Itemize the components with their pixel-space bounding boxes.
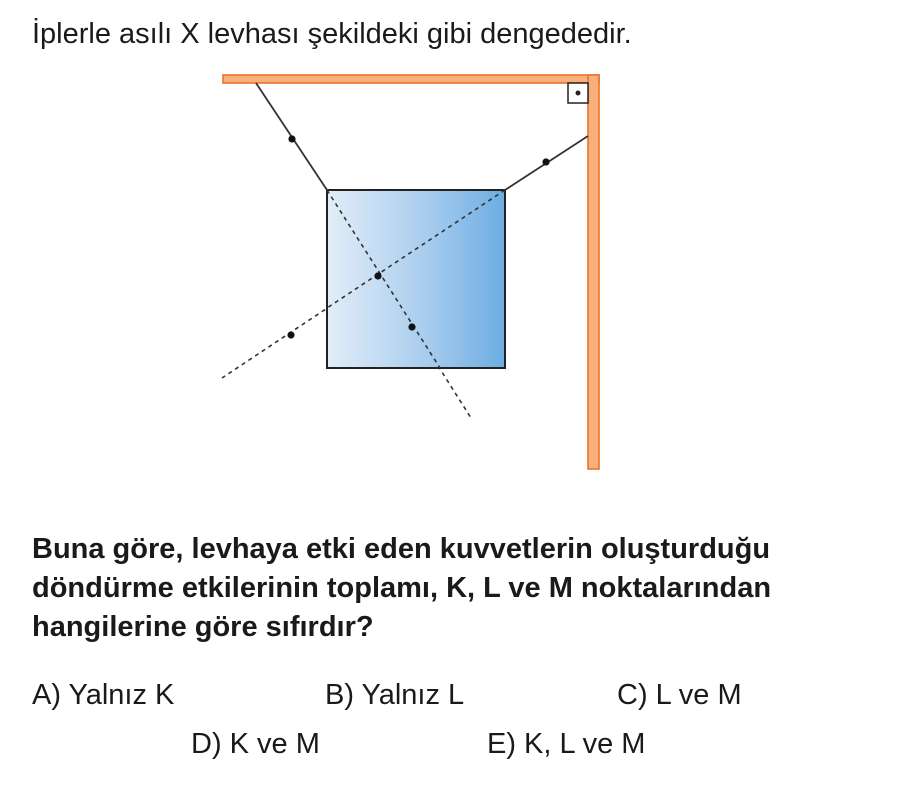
question-text <box>32 530 882 647</box>
intro-text: İplerle asılı X levhası şekildeki gibi dengededir. <box>32 18 632 50</box>
question-line-2: döndürme etkilerinin toplamı, K, L ve M noktalarından <box>32 572 772 604</box>
plate-x <box>327 190 505 368</box>
option-c[interactable]: C) L ve M <box>617 679 742 711</box>
right-angle-dot <box>576 91 581 96</box>
point-on-right-string <box>542 158 549 165</box>
question-line-3: hangilerine göre sıfırdır? <box>32 611 374 643</box>
point-on-dashed-line-2 <box>287 331 294 338</box>
wall-bar <box>588 75 599 469</box>
option-e[interactable]: E) K, L ve M <box>487 728 646 760</box>
point-intersection <box>374 272 381 279</box>
question-line-1: Buna göre, levhaya etki eden kuvvetlerin oluşturduğu <box>32 533 771 565</box>
point-on-dashed-line-1 <box>408 323 415 330</box>
option-a[interactable]: A) Yalnız K <box>32 679 175 711</box>
option-b[interactable]: B) Yalnız L <box>325 679 465 711</box>
option-d[interactable]: D) K ve M <box>191 728 320 760</box>
ceiling-bar <box>223 75 599 83</box>
point-on-left-string <box>288 135 295 142</box>
